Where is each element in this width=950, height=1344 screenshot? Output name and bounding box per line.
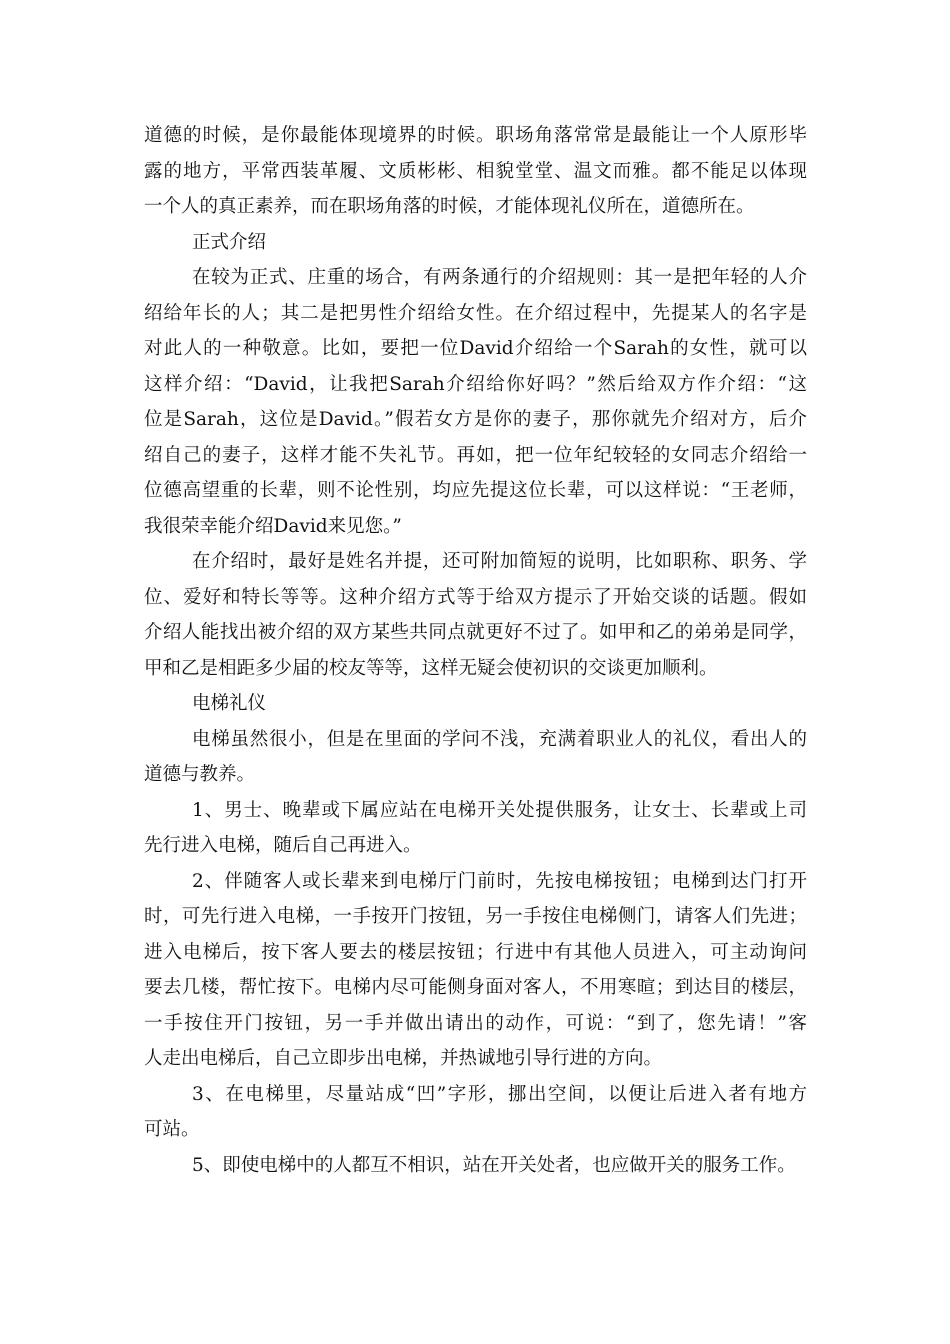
text-line: 时，可先行进入电梯，一手按开门按钮，另一手按住电梯侧门，请客人们先进； — [144, 906, 807, 927]
text-line: 我很荣幸能介绍David来见您。” — [144, 515, 402, 537]
text-line: 电梯虽然很小，但是在里面的学问不浅，充满着职业人的礼仪，看出人的 — [192, 728, 807, 750]
heading-formal-introduction — [144, 225, 807, 261]
text-line: 绍自己的妻子，这样才能不失礼节。再如，把一位年纪较轻的女同志介绍给一 — [144, 444, 807, 466]
text-line: 介绍人能找出被介绍的双方某些共同点就更好不过了。如甲和乙的弟弟是同学， — [144, 622, 807, 643]
paragraph-introduction-rules — [144, 260, 807, 544]
text-line: 一手按住开门按钮，另一手并做出请出的动作，可说：“到了，您先请！”客 — [144, 1012, 807, 1034]
paragraph-elevator-rule-5 — [144, 1148, 807, 1184]
paragraph-intro-continued — [144, 118, 807, 225]
text-line: 绍给年长的人；其二是把男性介绍给女性。在介绍过程中，先提某人的名字是 — [144, 302, 807, 324]
paragraph-elevator-rule-3 — [144, 1077, 807, 1148]
paragraph-elevator-rule-1 — [144, 793, 807, 864]
text-line: 位德高望重的长辈，则不论性别，均应先提这位长辈，可以这样说：“王老师， — [144, 480, 807, 501]
text-line: 位是Sarah，这位是David。”假若女方是你的妻子，那你就先介绍对方，后介 — [144, 409, 807, 430]
section-heading: 电梯礼仪 — [192, 693, 267, 714]
text-line: 在较为正式、庄重的场合，有两条通行的介绍规则：其一是把年轻的人介 — [192, 267, 807, 288]
text-line: 对此人的一种敬意。比如，要把一位David介绍给一个Sarah的女性，就可以 — [144, 338, 807, 359]
paragraph-introduction-details — [144, 544, 807, 686]
paragraph-elevator-rule-2 — [144, 864, 807, 1077]
paragraph-elevator-intro — [144, 722, 807, 793]
text-line: 位、爱好和特长等等。这种介绍方式等于给双方提示了开始交谈的话题。假如 — [144, 586, 807, 608]
text-line: 2、伴随客人或长辈来到电梯厅门前时，先按电梯按钮；电梯到达门打开 — [192, 870, 807, 892]
text-line: 人走出电梯后，自己立即步出电梯，并热诚地引导行进的方向。 — [144, 1048, 663, 1069]
text-line: 道德与教养。 — [144, 764, 256, 785]
text-line: 一个人的真正素养，而在职场角落的时候，才能体现礼仪所在，道德所在。 — [144, 196, 755, 217]
text-line: 在介绍时，最好是姓名并提，还可附加简短的说明，比如职称、职务、学 — [192, 551, 807, 572]
text-line: 甲和乙是相距多少届的校友等等，这样无疑会使初识的交谈更加顺利。 — [144, 657, 718, 679]
document-page — [144, 118, 807, 1183]
text-line: 可站。 — [144, 1119, 200, 1140]
text-line: 道德的时候，是你最能体现境界的时候。职场角落常常是最能让一个人原形毕 — [144, 125, 807, 146]
text-line: 5、即使电梯中的人都互不相识，站在开关处者，也应做开关的服务工作。 — [192, 1154, 796, 1176]
text-line: 进入电梯后，按下客人要去的楼层按钮；行进中有其他人员进入，可主动询问 — [144, 941, 807, 963]
heading-elevator-etiquette — [144, 686, 807, 722]
text-line: 露的地方，平常西装革履、文质彬彬、相貌堂堂、温文而雅。都不能足以体现 — [144, 160, 807, 182]
text-line: 3、在电梯里，尽量站成“凹”字形，挪出空间，以便让后进入者有地方 — [192, 1083, 807, 1105]
text-line: 要去几楼，帮忙按下。电梯内尽可能侧身面对客人，不用寒暄；到达目的楼层， — [144, 977, 807, 998]
section-heading: 正式介绍 — [192, 231, 267, 253]
text-line: 1、男士、晚辈或下属应站在电梯开关处提供服务，让女士、长辈或上司 — [192, 799, 807, 821]
text-line: 这样介绍：“David，让我把Sarah介绍给你好吗？”然后给双方作介绍：“这 — [144, 373, 807, 395]
text-line: 先行进入电梯，随后自己再进入。 — [144, 835, 422, 856]
